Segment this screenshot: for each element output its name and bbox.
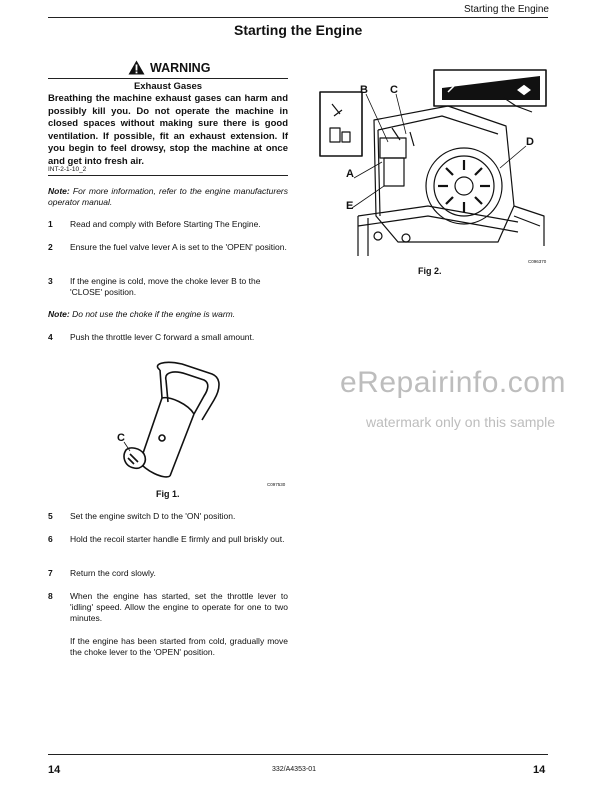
fig1-throttle-lever-illustration (104, 358, 254, 488)
step-5 (48, 511, 288, 523)
step-number: 1 (48, 219, 53, 229)
warning-code: INT-2-1-10_2 (48, 166, 87, 173)
step-8 (48, 591, 288, 627)
warning-rule-top (48, 78, 288, 79)
step-number: 2 (48, 242, 53, 252)
step-text: Ensure the fuel valve lever A is set to the 'OPEN' position. (70, 242, 287, 252)
warning-triangle-icon (128, 60, 145, 75)
note-label: Note: (48, 186, 70, 196)
step-number: 7 (48, 568, 53, 578)
footer-rule (48, 754, 548, 755)
step-text: If the engine is cold, move the choke lever B to the 'CLOSE' position. (70, 276, 261, 297)
footer-page-number-left: 14 (48, 764, 61, 776)
step-number: 5 (48, 511, 53, 521)
footer-page-number-right: 14 (533, 764, 546, 776)
step-2 (48, 242, 288, 266)
warning-body: Breathing the machine exhaust gases can harm and possibly kill you. Do not operate the machine in closed spaces without making sure there is good ventilation. If possible, fit an exhaust extension. If you begin to feel drowsy, stop the machine at once and get into fresh air. (48, 93, 288, 167)
footer-document-code: 332/A4353-01 (272, 766, 316, 773)
step-text: Set the engine switch D to the 'ON' position. (70, 511, 236, 521)
step-text: Push the throttle lever C forward a small amount. (70, 332, 255, 342)
header-rule (48, 17, 548, 18)
step-number: 3 (48, 276, 53, 286)
fig2-label-b: B (360, 84, 368, 96)
watermark-note: watermark only on this sample (366, 414, 556, 430)
step-text: Return the cord slowly. (70, 568, 156, 578)
watermark-site: eRepairinfo.com (340, 366, 566, 399)
warning-heading (128, 60, 210, 75)
step-number: 4 (48, 332, 53, 342)
fig2-label-d: D (526, 136, 534, 148)
note-text: Do not use the choke if the engine is warm. (69, 309, 236, 319)
fig2-engine-illustration (318, 66, 550, 266)
warning-subheading: Exhaust Gases (133, 81, 203, 92)
fig2-label-e: E (346, 200, 354, 212)
step-1 (48, 219, 288, 231)
step-text: When the engine has started, set the throttle lever to 'idling' speed. Allow the engine to operate for one to two minutes. (70, 591, 288, 623)
note-manual (48, 186, 288, 208)
step-7 (48, 568, 288, 580)
page-title: Starting the Engine (234, 22, 363, 38)
fig2-caption: Fig 2. (418, 266, 442, 276)
step-4 (48, 332, 288, 344)
note-choke (48, 309, 288, 320)
warning-rule-bottom (48, 175, 288, 176)
step-8-followup: If the engine has been started from cold, gradually move the choke lever to the 'OPEN' position. (70, 636, 288, 657)
fig2-label-a: A (346, 168, 354, 180)
fig1-caption: Fig 1. (156, 489, 180, 499)
note-label: Note: (48, 309, 70, 319)
step-text: Hold the recoil starter handle E firmly and pull briskly out. (70, 534, 285, 544)
warning-heading-text: WARNING (150, 60, 211, 75)
step-text: Read and comply with Before Starting The Engine. (70, 219, 261, 229)
step-number: 8 (48, 591, 53, 601)
fig2-label-c: C (390, 84, 398, 96)
step-3 (48, 276, 288, 300)
step-6 (48, 534, 288, 558)
note-text: For more information, refer to the engine manufacturers operator manual. (48, 186, 288, 207)
step-number: 6 (48, 534, 53, 544)
fig2-code: C096370 (528, 259, 547, 264)
running-header: Starting the Engine (463, 4, 549, 15)
fig1-label-c: C (117, 432, 125, 444)
fig1-code: C097530 (267, 482, 286, 487)
